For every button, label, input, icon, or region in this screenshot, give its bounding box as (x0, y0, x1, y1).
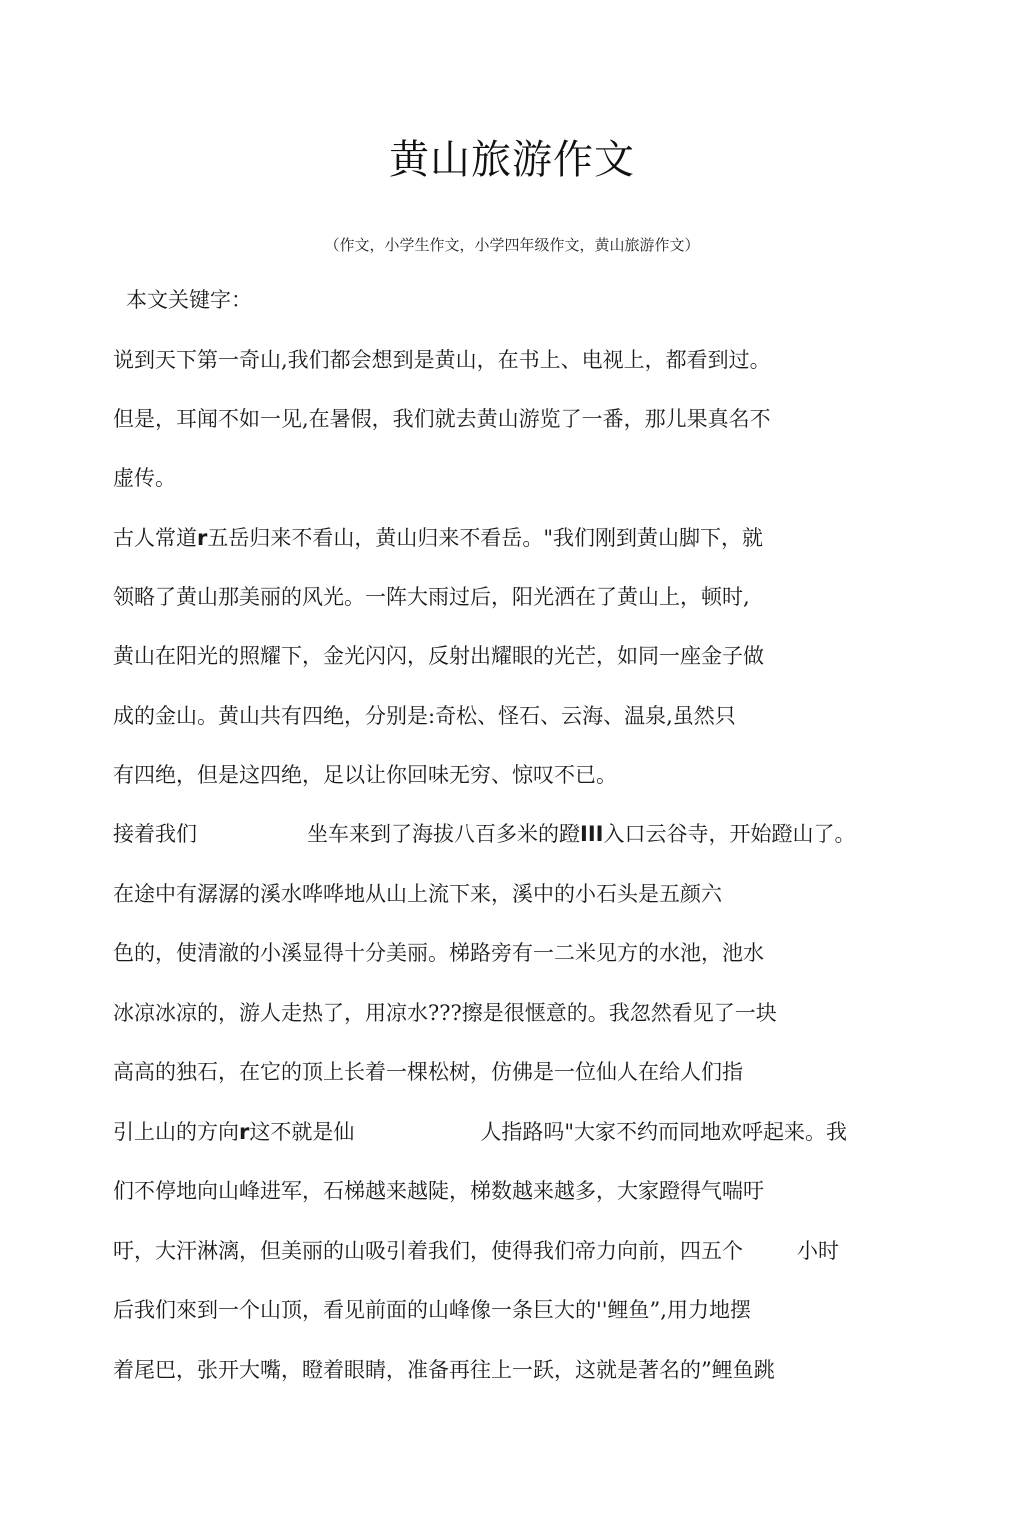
tags-line: （作文，小学生作文，小学四年级作文，黄山旅游作文） (324, 236, 700, 254)
body-line-7: 成的金山。黄山共有四绝，分别是:奇松、怪石、云海、温泉,虽然只 (113, 704, 736, 728)
body-line-6: 黄山在阳光的照耀下，金光闪闪，反射出耀眼的光芒，如同一座金子做 (113, 644, 764, 668)
keywords-label: 本文关键字： (126, 288, 252, 312)
page-title: 黄山旅游作文 (389, 137, 635, 183)
body-line-5: 领略了黄山那美丽的风光。一阵大雨过后，阳光洒在了黄山上，顿时, (113, 585, 750, 609)
body-line-9-text: 接着我们 (113, 822, 197, 846)
body-line-14-b: 这不就是仙 (249, 1120, 355, 1144)
body-line-9-b: 坐车来到了海拔八百多米的蹬 (307, 822, 580, 846)
body-line-4 (113, 523, 763, 553)
body-line-4-text: 古人常道 (113, 526, 197, 550)
quote-mark: r (239, 1120, 250, 1144)
body-line-8: 有四绝，但是这四绝，足以让你回味无穷、惊叹不已。 (113, 763, 617, 787)
body-line-16 (113, 1236, 839, 1266)
body-line-9-c: 入口云谷寺，开始蹬山了。 (603, 822, 856, 846)
body-line-12: 冰凉冰凉的，游人走热了，用凉水???擦是很惬意的。我忽然看见了一块 (113, 1001, 777, 1025)
body-line-16-b: 小时 (797, 1239, 839, 1263)
body-line-13: 高高的独石，在它的顶上长着一棵松树，仿佛是一位仙人在给人们指 (113, 1060, 743, 1084)
body-line-15: 们不停地向山峰进军，石梯越来越陡，梯数越来越多，大家蹬得气喘吁 (113, 1179, 764, 1203)
body-line-4-rest: 五岳归来不看山，黄山归来不看岳。"我们刚到黄山脚下，就 (207, 526, 764, 550)
body-line-10: 在途中有潺潺的溪水哗哗地从山上流下来，溪中的小石头是五颜六 (113, 882, 722, 906)
body-line-11: 色的，使清澈的小溪显得十分美丽。梯路旁有一二米见方的水池，池水 (113, 941, 764, 965)
body-line-1: 说到天下第一奇山,我们都会想到是黄山，在书上、电视上，都看到过。 (113, 348, 771, 372)
body-line-14 (113, 1117, 847, 1147)
body-line-14-text: 引上山的方向 (113, 1120, 239, 1144)
body-line-17: 后我们來到一个山顶，看见前面的山峰像一条巨大的''鲤鱼”,用力地摆 (113, 1298, 751, 1322)
body-line-3: 虚传。 (113, 466, 176, 490)
body-line-2: 但是，耳闻不如一见,在暑假，我们就去黄山游览了一番，那儿果真名不 (113, 407, 771, 431)
body-line-14-c: 人指路吗"大家不约而同地欢呼起来。我 (480, 1120, 848, 1144)
body-line-9 (113, 819, 855, 849)
body-line-16-text: 吁，大汗淋漓，但美丽的山吸引着我们，使得我们帝力向前，四五个 (113, 1239, 743, 1263)
body-line-18: 着尾巴，张开大嘴，瞪着眼睛，准备再往上一跃，这就是著名的”鲤鱼跳 (113, 1358, 775, 1382)
quote-mark: r (197, 526, 208, 550)
ocr-mark: III (580, 822, 604, 846)
